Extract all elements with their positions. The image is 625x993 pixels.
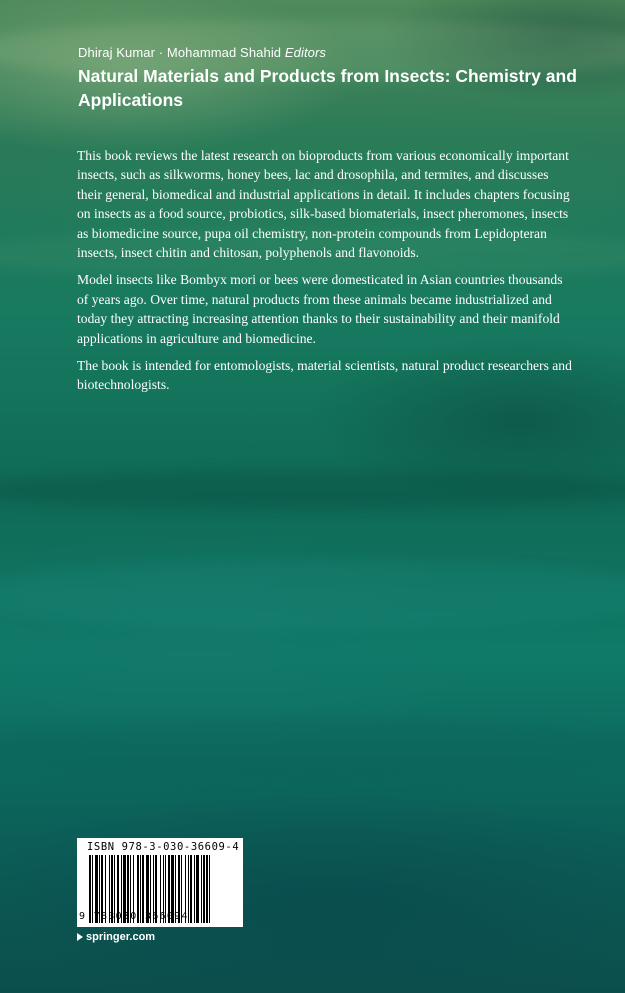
publisher-url: springer.com <box>86 931 156 943</box>
description-paragraph: This book reviews the latest research on bioproducts from various economically important insects, such as silkworms, honey bees, lac and drosophila, and termites, and discusses their general, biomedical and industrial applications in detail. It includes chapters focusing on insects as a food source, probiotics, silk-based biomaterials, insect pheromones, insects as biomedicine source, pupa oil chemistry, non-protein compounds from Lepidopteran insects, insect chitin and chitosan, polyphenols and flavonoids. <box>77 148 570 261</box>
background-streak <box>0 470 625 510</box>
book-description <box>77 146 575 403</box>
editor-names: Dhiraj Kumar · Mohammad Shahid <box>78 45 282 60</box>
background-streak <box>0 560 625 630</box>
background-streak <box>0 720 625 780</box>
description-paragraph: Model insects like Bombyx mori or bees were domesticated in Asian countries thousands of years ago. Over time, natural products from these animals became industrialized and today they attracting increasing attention thanks to their sustainability and their manifold applications in agriculture and biomedicine. <box>77 272 563 346</box>
description-paragraph: The book is intended for entomologists, material scientists, natural product researchers and biotechnologists. <box>77 358 572 393</box>
publisher-link[interactable] <box>77 931 155 943</box>
editors-role: Editors <box>284 45 327 60</box>
book-title: Natural Materials and Products from Insects: Chemistry and Applications <box>78 66 577 110</box>
barcode-digits: 9 783030 366094 <box>79 911 189 922</box>
isbn-label: ISBN 978-3-030-36609-4 <box>87 841 240 853</box>
editors-line <box>78 45 326 60</box>
arrow-right-icon <box>77 933 83 941</box>
isbn-barcode-box <box>77 838 243 927</box>
